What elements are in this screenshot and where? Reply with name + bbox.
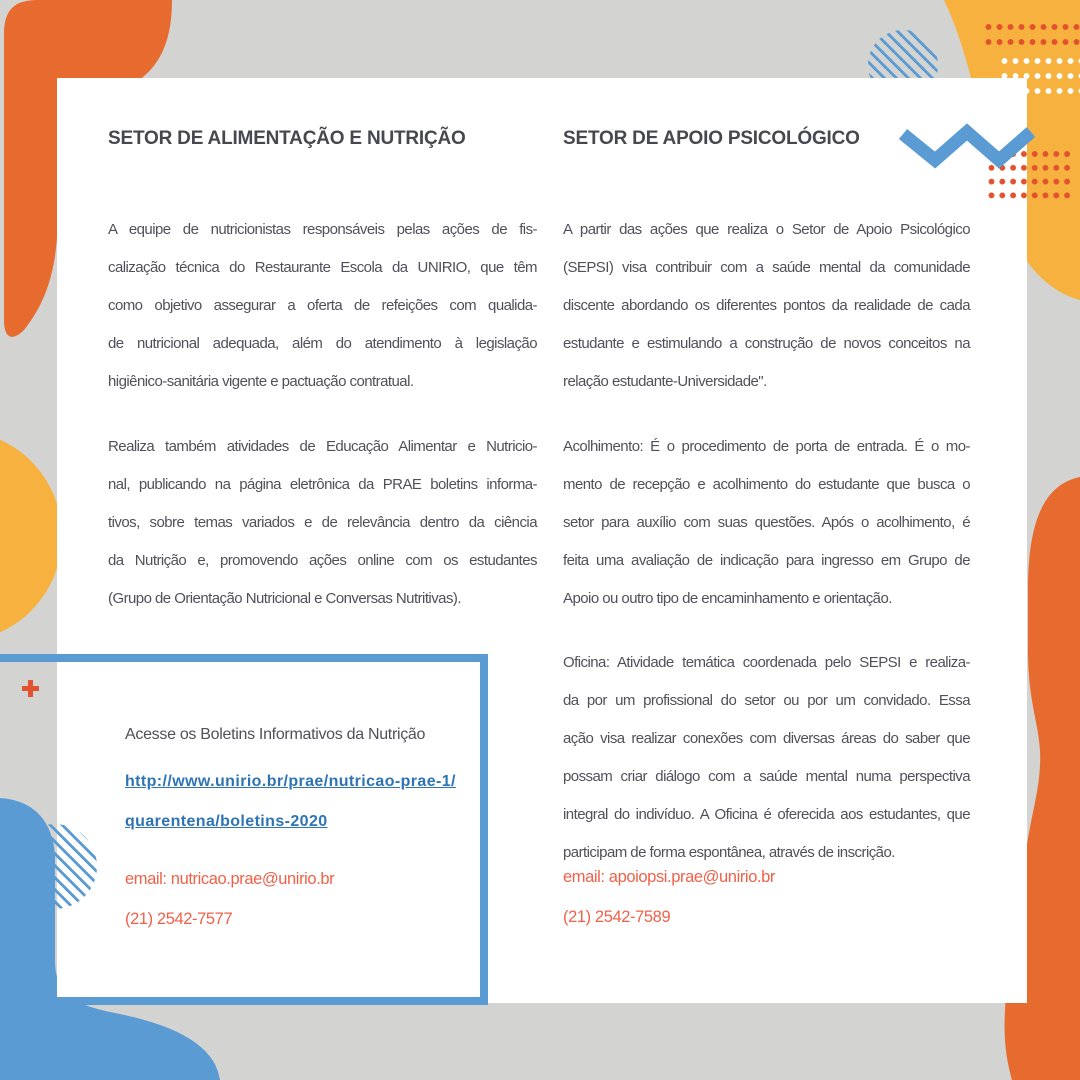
bulletin-link[interactable] [125, 762, 456, 842]
psychology-email: email: apoiopsi.prae@unirio.br [563, 868, 776, 886]
left-paragraph-1: A equipe de nutricionistas responsáveis pelas ações de fis- calização técnica do Restaurante Escola da UNIRIO, que têm como objetivo assegurar a oferta de refeições com qualida- de nutricional adequada, além do atendimento à legislação higiênico-sanitária vigente e pactuação contratual. [108, 221, 537, 390]
right-paragraph-2: Acolhimento: É o procedimento de porta de entrada. É o mo- mento de recepção e acolhimento do estudante que busca o setor para auxílio com suas questões. Após o acolhimento, é feita uma avaliação de indicação para ingresso em Grupo de Apoio ou outro tipo de encaminhamento e orientação. [563, 438, 970, 607]
nutrition-phone: (21) 2542-7577 [125, 910, 233, 928]
left-paragraph-2: Realiza também atividades de Educação Alimentar e Nutricio- nal, publicando na página eletrônica da PRAE boletins informa- tivos, sobre temas variados e de relevância dentro da ciência da Nutrição e, promovendo ações online com os estudantes (Grupo de Orientação Nutricional e Conversas Nutritivas). [108, 438, 537, 607]
bulletin-link-line1[interactable]: http://www.unirio.br/prae/nutricao-prae-1/ [125, 773, 456, 790]
bulletin-link-line2[interactable]: quarentena/boletins-2020 [125, 813, 328, 830]
striped-circle-icon [12, 824, 97, 909]
right-section-heading: SETOR DE APOIO PSICOLÓGICO [563, 128, 860, 149]
psychology-phone: (21) 2542-7589 [563, 908, 671, 926]
right-paragraph-1: A partir das ações que realiza o Setor de Apoio Psicológico (SEPSI) visa contribuir com a saúde mental da comunidade discente abordando os diferentes pontos da realidade de cada estudante e estimulando a construção de novos conceitos na relação estudante-Universidade". [563, 221, 970, 390]
blob-left-yellow [0, 430, 62, 642]
nutrition-email: email: nutricao.prae@unirio.br [125, 870, 335, 888]
left-section-heading: SETOR DE ALIMENTAÇÃO E NUTRIÇÃO [108, 128, 466, 149]
orange-dot-grid-icon [984, 22, 1080, 52]
bulletin-intro-text: Acesse os Boletins Informativos da Nutrição [125, 726, 426, 743]
zigzag-icon [896, 121, 1046, 169]
right-paragraph-3: Oficina: Atividade temática coordenada pelo SEPSI e realiza- da por um profissional do setor ou por um convidado. Essa ação visa realizar conexões com diversas áreas do saber que possam criar diálogo com a saúde mental numa perspectiva integral do indivíduo. A Oficina é oferecida aos estudantes, que participam de forma espontânea, através de inscrição. [563, 654, 970, 861]
